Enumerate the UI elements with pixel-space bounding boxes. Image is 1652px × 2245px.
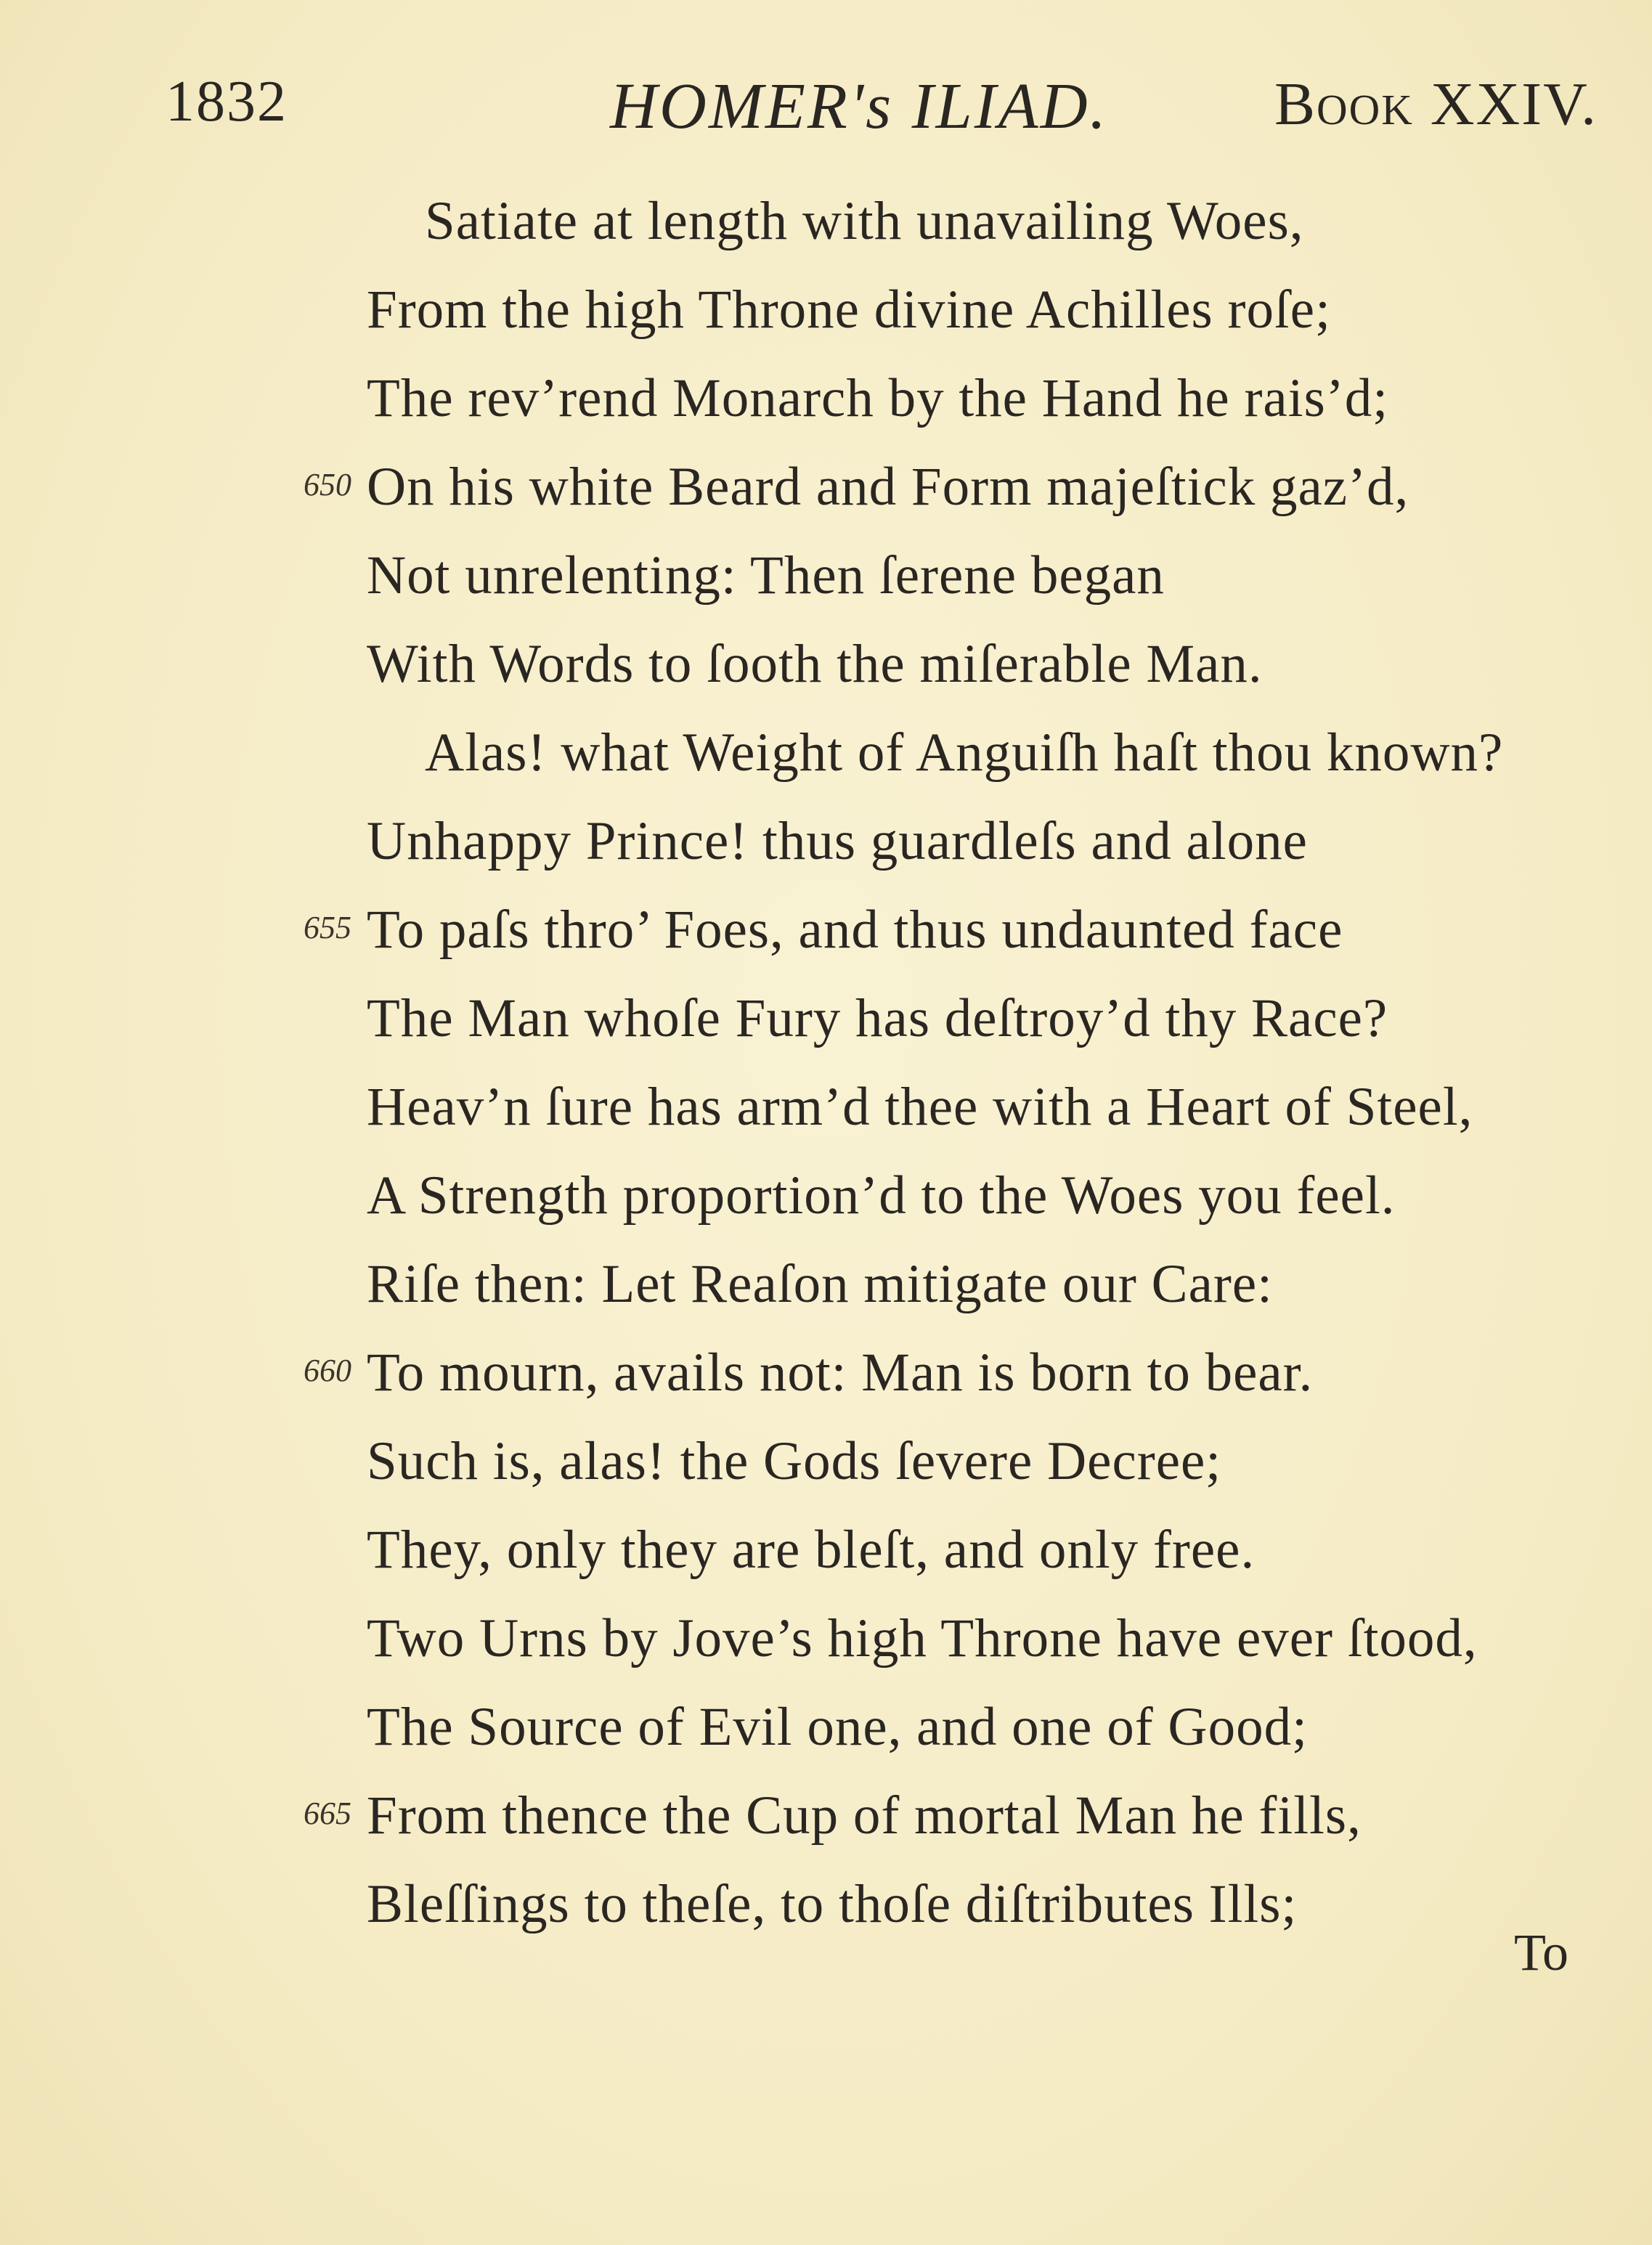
running-title: HOMER's ILIAD.: [610, 70, 1109, 142]
verse-line: [0, 1333, 1652, 1419]
verse-line: [0, 1422, 1652, 1507]
verse-text: From thence the Cup of mortal Man he fills,: [367, 1785, 1362, 1846]
verse-text: The rev’rend Monarch by the Hand he rais’d;: [367, 368, 1389, 428]
verse-line: [0, 447, 1652, 533]
verse-text: Not unrelenting: Then ſerene began: [367, 545, 1165, 606]
verse-line: [0, 182, 1652, 267]
verse-line: [0, 1244, 1652, 1330]
verse-line: [0, 802, 1652, 887]
verse-text: Satiate at length with unavailing Woes,: [425, 191, 1304, 251]
line-number: 650: [304, 467, 351, 502]
verse-text: The Man whoſe Fury has deſtroy’d thy Race?: [367, 988, 1388, 1048]
catchword: To: [1514, 1923, 1568, 1981]
verse-text: On his white Beard and Form majeſtick gaz’d,: [367, 457, 1409, 517]
verse-text: Two Urns by Jove’s high Throne have ever ſtood,: [367, 1608, 1478, 1669]
verse-text: Heav’n ſure has arm’d thee with a Heart of Steel,: [367, 1077, 1473, 1137]
verse-line: [0, 713, 1652, 799]
verse-text: They, only they are bleſt, and only free.: [367, 1520, 1256, 1580]
verse-text: A Strength proportion’d to the Woes you feel.: [367, 1165, 1396, 1226]
verse-text: Such is, alas! the Gods ſevere Decree;: [367, 1431, 1222, 1491]
line-number: 660: [304, 1353, 351, 1388]
line-number: 655: [304, 910, 351, 945]
book-label: Book XXIV.: [1274, 70, 1598, 138]
verse-text: To paſs thro’ Foes, and thus undaunted face: [367, 900, 1343, 960]
running-header: [0, 69, 1652, 149]
verse-text: From the high Throne divine Achilles roſe;: [367, 280, 1331, 340]
verse-text: Riſe then: Let Reaſon mitigate our Care:: [367, 1254, 1273, 1314]
verse-line: [0, 359, 1652, 444]
verse-line: [0, 1510, 1652, 1596]
verse-line: [0, 536, 1652, 622]
verse-text: Alas! what Weight of Anguiſh haſt thou known?: [425, 722, 1504, 783]
verse-line: [0, 890, 1652, 976]
verse-text: With Words to ſooth the miſerable Man.: [367, 634, 1263, 694]
verse-line: [0, 624, 1652, 710]
verse-line: [0, 270, 1652, 356]
verse-text: Bleſſings to theſe, to thoſe diſtributes Ills;: [367, 1874, 1298, 1934]
verse-text: Unhappy Prince! thus guardleſs and alone: [367, 811, 1308, 871]
verse-line: [0, 1687, 1652, 1773]
verse-line: [0, 1067, 1652, 1153]
verse-text: The Source of Evil one, and one of Good;: [367, 1697, 1308, 1757]
verse-line: [0, 979, 1652, 1064]
verse-line: [0, 1776, 1652, 1862]
verse-text: To mourn, avails not: Man is born to bear.: [367, 1342, 1314, 1403]
verse-line: [0, 1599, 1652, 1684]
verse-line: [0, 1156, 1652, 1242]
page-number: 1832: [166, 70, 288, 134]
line-number: 665: [304, 1796, 351, 1831]
verse-line: [0, 1865, 1652, 1950]
